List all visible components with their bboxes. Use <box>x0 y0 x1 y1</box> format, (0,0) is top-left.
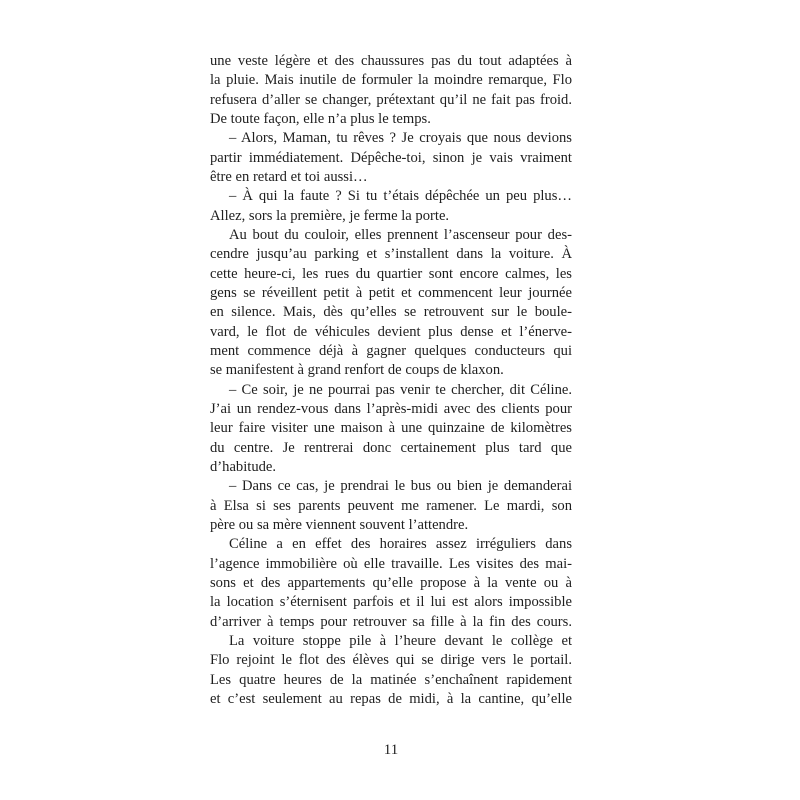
paragraph <box>210 52 572 129</box>
text-line: cendre jusqu’au parking et s’installent dans la voiture. À <box>210 246 572 263</box>
text-line: Les quatre heures de la matinée s’enchaînent rapidement <box>210 671 572 688</box>
text-line: partir immédiatement. Dépêche-toi, sinon je vais vraiment <box>210 149 572 166</box>
text-line: d’habitude. <box>210 458 277 475</box>
text-line: gens se réveillent petit à petit et commencent leur journée <box>210 284 572 301</box>
text-line: et c’est seulement au repas de midi, à la cantine, qu’elle <box>210 690 572 707</box>
text-line: Céline a en effet des horaires assez irréguliers dans <box>229 536 572 553</box>
text-line: la pluie. Mais inutile de formuler la moindre remarque, Flo <box>210 72 572 89</box>
text-line: La voiture stoppe pile à l’heure devant le collège et <box>229 632 572 649</box>
text-line: De toute façon, elle n’a plus le temps. <box>210 110 431 127</box>
paragraph <box>210 226 572 381</box>
text-line: Allez, sors la première, je ferme la porte. <box>210 207 450 224</box>
text-line: Flo rejoint le flot des élèves qui se dirige vers le portail. <box>210 652 572 669</box>
text-line: – Alors, Maman, tu rêves ? Je croyais que nous devions <box>229 130 572 147</box>
text-column <box>210 52 572 709</box>
text-line: à Elsa si ses parents peuvent me ramener. Le mardi, son <box>210 497 572 514</box>
text-line: la location s’éternisent parfois et il lui est alors impossible <box>210 594 572 611</box>
text-line: J’ai un rendez-vous dans l’après-midi avec des clients pour <box>210 400 572 417</box>
text-line: en silence. Mais, dès qu’elles se retrouvent sur le boule- <box>210 304 572 321</box>
text-line: ment commence déjà à gagner quelques conducteurs qui <box>210 342 572 359</box>
text-line: – À qui la faute ? Si tu t’étais dépêchée un peu plus… <box>229 188 572 205</box>
paragraph <box>210 535 572 632</box>
text-line: une veste légère et des chaussures pas du tout adaptées à <box>210 53 572 69</box>
paragraph <box>210 477 572 535</box>
text-line: être en retard et toi aussi… <box>210 168 368 185</box>
text-line: d’arriver à temps pour retrouver sa fille à la fin des cours. <box>210 613 572 630</box>
text-line: vard, le flot de véhicules devient plus dense et l’énerve- <box>210 323 572 340</box>
text-line: sons et des appartements qu’elle propose à la vente ou à <box>210 574 572 591</box>
text-line: leur faire visiter une maison à une quinzaine de kilomètres <box>210 420 572 437</box>
text-line: l’agence immobilière où elle travaille. Les visites des mai- <box>210 555 572 572</box>
paragraph <box>210 632 572 709</box>
text-line: – Ce soir, je ne pourrai pas venir te chercher, dit Céline. <box>229 381 572 398</box>
text-line: refusera d’aller se changer, prétextant qu’il ne fait pas froid. <box>210 91 572 108</box>
paragraph <box>210 129 572 187</box>
text-line: du centre. Je rentrerai donc certainement plus tard que <box>210 439 572 456</box>
paragraph <box>210 381 572 478</box>
text-line: Au bout du couloir, elles prennent l’ascenseur pour des- <box>229 226 572 243</box>
paragraph <box>210 187 572 226</box>
text-line: père ou sa mère viennent souvent l’attendre. <box>210 516 469 533</box>
text-line: – Dans ce cas, je prendrai le bus ou bien je demanderai <box>229 478 572 495</box>
page-number: 11 <box>383 742 399 758</box>
text-line: cette heure-ci, les rues du quartier sont encore calmes, les <box>210 265 572 282</box>
text-line: se manifestent à grand renfort de coups de klaxon. <box>210 362 504 379</box>
